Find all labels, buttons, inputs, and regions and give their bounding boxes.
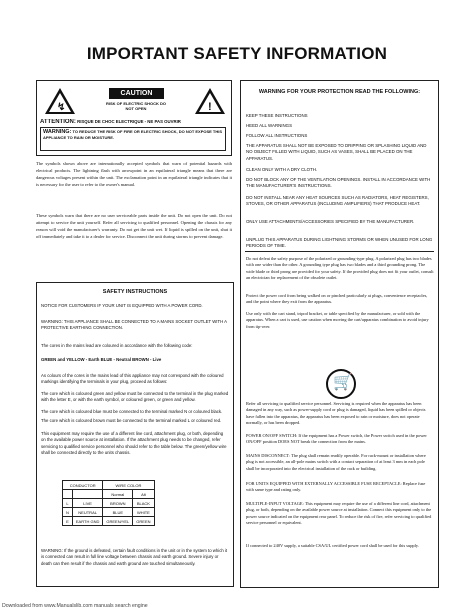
- colours-text: As colours of the cores in the mains lead of this appliance may not correspond with the coloured markings identifying the terminals in your plug, proceed as follows:: [41, 373, 224, 385]
- caution-banner: CAUTION: [109, 88, 164, 99]
- list-item: HEED ALL WARNINGS: [246, 123, 293, 128]
- caution-label: [36, 80, 232, 156]
- list-item: THE APPARATUS SHALL NOT BE EXPOSED TO DRIPPING OR SPLASHING LIQUID AND NO OBJECT FILLED WITH LIQUID, SUCH AS VASES, SHALL BE PLACED ON THE APPARATUS.: [246, 143, 427, 161]
- table-sub-normal: Normal: [103, 490, 133, 499]
- safety-instructions-box: [36, 282, 234, 587]
- list-item: DO NOT INSTALL NEAR ANY HEAT SOURCES SUCH AS RADIATORS, HEAT REGISTERS, STOVES, OR OTHER APPARATUS (INCLUDING AMPLIFIERS) THAT PRODUCE HEAT.: [246, 195, 429, 207]
- list-item: ONLY USE ATTACHMENTS/ACCESSORIES SPECIFIED BY THE MANUFACTURER.: [246, 219, 415, 224]
- lightning-warning-icon: ↯: [45, 88, 75, 114]
- list-item: Protect the power cord from being walked on or pinched particularly at plugs, convenience receptacles, and the point where they exit from the apparatus.: [246, 293, 428, 305]
- ground-warning: WARNING: If the ground is defeated, certain fault conditions in the unit or in the system to which it is connected can result in full line voltage between chassis and earth ground. Severe injury or death can then result if the chassis and earth ground are touched simultaneously.: [41, 548, 228, 566]
- equipment-text: This equipment may require the use of a different line cord, attachment plug, or both, depending on the available power source at installation. If the attachment plug needs to be changed, refer servicing to qualified service personnel who should refer to the table below. The green/yellow wire shall be connected directly to the units chassis.: [41, 431, 227, 455]
- bullet-live: The core which is coloured brown must be connected to the terminal marked L or coloured red.: [41, 418, 222, 423]
- list-item: POWER ON/OFF SWITCH: If the equipment has a Power switch, the Power switch used in the power ON/OFF position DOES NOT break the connection from the mains.: [246, 433, 427, 445]
- protection-heading: WARNING FOR YOUR PROTECTION READ THE FOLLOWING:: [258, 89, 421, 95]
- list-item: Do not defeat the safety purpose of the polarized or grounding-type plug. A polarized plug has two blades with one wider than the other. A grounding type plug has two blades and a third grounding prong. The wide blade or third prong are provided for your safety. If the provided plug does not fit your outlet, consult an electrician for replacement of the obsolete outlet.: [246, 256, 434, 280]
- service-paragraph: These symbols warn that there are no user serviceable parts inside the unit. Do not open the unit. Do not attempt to service the unit yourself. Refer all servicing to qualified personnel. Opening the chassis for any reason will void the manufacturer's warranty. Do not get the unit wet. If liquid is spilled on the unit, shut it off immediately and take it to a dealer for service. Disconnect the unit during storms to prevent damage.: [36, 213, 232, 239]
- list-item: Use only with the cart stand, tripod bracket, or table specified by the manufacturer, or sold with the apparatus. When a cart is used, use caution when moving the cart/apparatus combination to avoid injury from tip-over.: [246, 311, 429, 329]
- attention-line: ATTENTION: RISQUE DE CHOC ELECTRIQUE - NE PAS OUVRIR: [40, 119, 181, 125]
- list-item: FOR UNITS EQUIPPED WITH EXTERNALLY ACCESSIBLE FUSE RECEPTACLE: Replace fuse with same type and rating only.: [246, 481, 426, 493]
- table-row: L LIVE BROWN BLACK: [63, 499, 155, 508]
- list-item: DO NOT BLOCK ANY OF THE VENTILATION OPENINGS. INSTALL IN ACCORDANCE WITH THE MANUFACTURER'S INSTRUCTIONS.: [246, 177, 431, 189]
- list-item: UNPLUG THIS APPARATUS DURING LIGHTNING STORMS OR WHEN UNUSED FOR LONG PERIODS OF TIME.: [246, 237, 433, 249]
- list-item: MULTIPLE-INPUT VOLTAGE: This equipment may require the use of a different line cord, attachment plug, or both, depending on the available power source at installation. Connect this equipment only to the power source indicated on the equipment rear panel. To reduce the risk of fire, refer servicing to qualified service personnel or equivalent.: [246, 501, 432, 525]
- list-item: If connected to 240V supply, a suitable CSA/UL certified power cord shall be used for this supply.: [246, 543, 419, 548]
- list-item: CLEAN ONLY WITH A DRY CLOTH.: [246, 167, 318, 172]
- notice-text: NOTICE FOR CUSTOMERS IF YOUR UNIT IS EQUIPPED WITH A POWER CORD.: [41, 303, 203, 308]
- list-item: KEEP THESE INSTRUCTIONS: [246, 113, 308, 118]
- cores-text: The cores in the mains lead are coloured in accordance with the following code:: [41, 343, 193, 348]
- table-row: N NEUTRAL BLUE WHITE: [63, 508, 155, 517]
- list-item: Refer all servicing to qualified service personnel. Servicing is required when the apparatus has been damaged in any way, such as power-supply cord or plug is damaged, liquid has been spilled or objects have fallen into the apparatus, the apparatus has been exposed to rain or moisture, does not operate normally, or has been dropped.: [246, 401, 426, 425]
- earthing-warning: WARNING: THIS APPLIANCE SHALL BE CONNECTED TO A MAINS SOCKET OUTLET WITH A PROTECTIVE EARTHING CONNECTION.: [41, 319, 227, 331]
- exclamation-warning-icon: !: [195, 88, 225, 114]
- list-item: MAINS DISCONNECT: The plug shall remain readily operable. For rack-mount or installation where plug is not accessible, an all-pole mains switch with a contact separation of at least 3 mm in each pole shall be incorporated into the electrical installation of the rack or building.: [246, 453, 426, 471]
- table-head-wire: WIRE COLOR: [103, 481, 154, 490]
- colour-code: GREEN and YELLOW - Earth BLUE - Neutral BROWN - Live: [41, 357, 162, 362]
- safety-title: SAFETY INSTRUCTIONS: [102, 289, 168, 295]
- symbols-paragraph: The symbols shown above are internationally accepted symbols that warn of potential hazards with electrical products. The lightning flash with arrowpoint in an equilateral triangle means that there are dangerous voltages present within the unit. The exclamation point in an equilateral triangle indicates that it is necessary for the user to refer to the owner's manual.: [36, 161, 232, 187]
- protection-warning-box: [240, 80, 439, 588]
- bullet-neutral: The core which is coloured blue must be connected to the terminal marked N or coloured black.: [41, 409, 223, 414]
- risk-text: RISK OF ELECTRIC SHOCK DO NOT OPEN: [105, 101, 166, 111]
- table-head-conductor: CONDUCTOR: [63, 481, 103, 490]
- warning-bar: WARNING: TO REDUCE THE RISK OF FIRE OR ELECTRIC SHOCK, DO NOT EXPOSE THIS APPLIANCE TO RAIN OR MOISTURE.: [40, 127, 226, 151]
- list-item: FOLLOW ALL INSTRUCTIONS: [246, 133, 308, 138]
- bullet-earth: The core which is coloured green and yellow must be connected to the terminal in the plug marked with the letter E, or with the earth symbol, or coloured green, or green and yellow.: [41, 391, 229, 403]
- cart-tipover-icon: 🛒: [326, 369, 356, 399]
- table-sub-alt: Alt: [133, 490, 154, 499]
- table-row: E EARTH GND GREEN/YEL GREEN: [63, 517, 155, 526]
- page-title: IMPORTANT SAFETY INFORMATION: [86, 44, 388, 63]
- conductor-table: [62, 480, 155, 526]
- footer-source[interactable]: Downloaded from www.Manualslib.com manuals search engine: [2, 603, 148, 609]
- divider: [245, 251, 434, 252]
